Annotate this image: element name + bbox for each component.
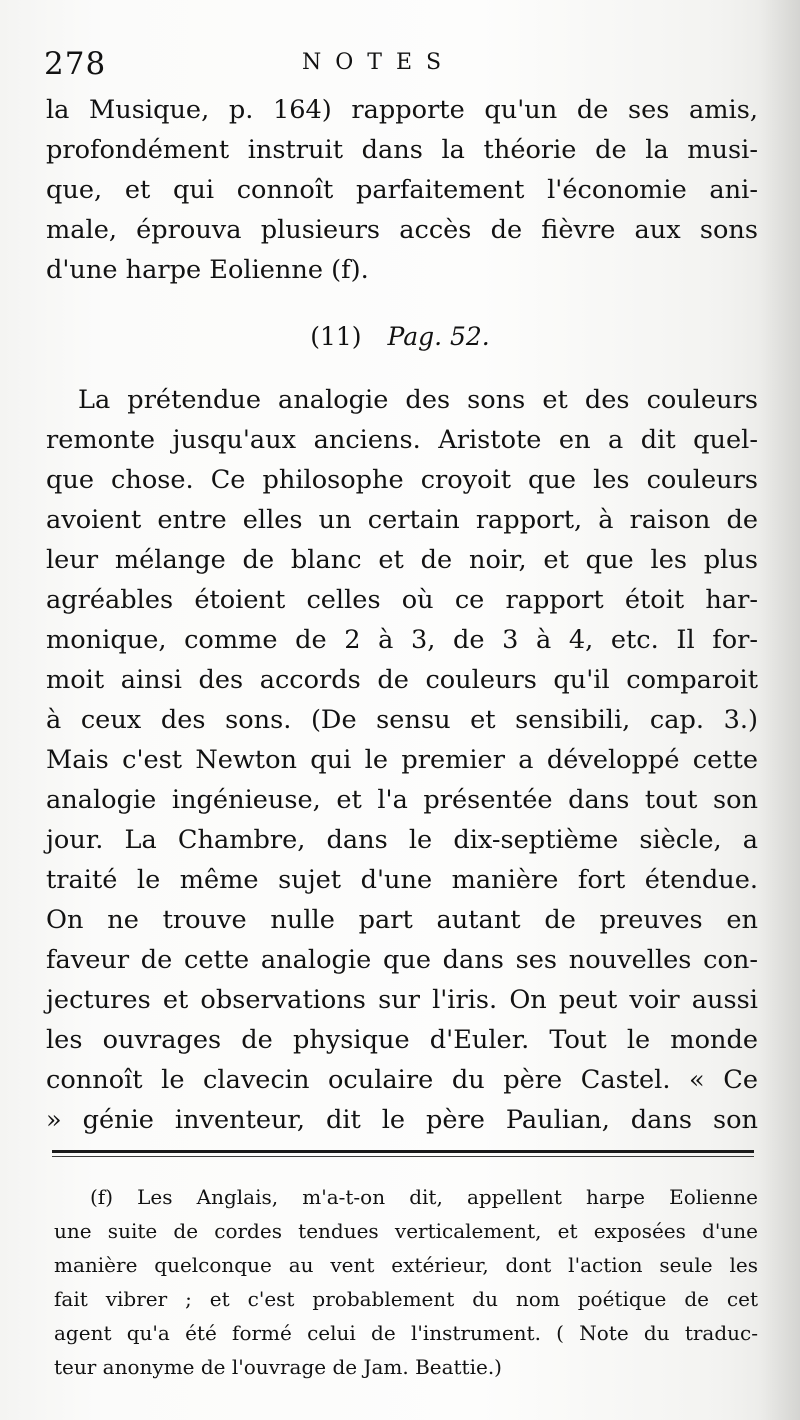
running-head: NOTES (302, 50, 456, 75)
text-line: connoît le clavecin oculaire du père Castel. « Ce (46, 1065, 758, 1095)
text-line: analogie ingénieuse, et l'a présentée dans tout son (46, 785, 758, 815)
text-line: jectures et observations sur l'iris. On peut voir aussi (46, 985, 758, 1015)
footnote-line: fait vibrer ; et c'est probablement du nom poétique de cet (54, 1287, 758, 1311)
note-paragraph (46, 380, 758, 1140)
footnote-line: agent qu'a été formé celui de l'instrument. ( Note du traduc- (54, 1321, 758, 1345)
text-line: les ouvrages de physique d'Euler. Tout le monde (46, 1025, 758, 1055)
text-line: male, éprouva plusieurs accès de fièvre aux sons (46, 215, 758, 245)
text-line: La prétendue analogie des sons et des couleurs (78, 385, 758, 415)
continued-paragraph (46, 90, 758, 290)
text-line: moit ainsi des accords de couleurs qu'il comparoit (46, 665, 758, 695)
footnote (54, 1180, 758, 1384)
text-line: leur mélange de blanc et de noir, et que les plus (46, 545, 758, 575)
page-header (44, 46, 764, 86)
text-line: d'une harpe Eolienne (f). (46, 255, 369, 285)
text-line: que, et qui connoît parfaitement l'économie ani- (46, 175, 758, 205)
page-edge-shadow (760, 0, 800, 1420)
footnote-line: une suite de cordes tendues verticalement, et exposées d'une (54, 1219, 758, 1243)
text-line: Mais c'est Newton qui le premier a développé cette (46, 745, 758, 775)
page-reference: Pag. 52. (387, 322, 490, 351)
text-line: profondément instruit dans la théorie de la musi- (46, 135, 758, 165)
text-line: monique, comme de 2 à 3, de 3 à 4, etc. Il for- (46, 625, 758, 655)
footnote-separator-thin (52, 1156, 754, 1157)
text-line: avoient entre elles un certain rapport, à raison de (46, 505, 758, 535)
footnote-separator (52, 1150, 754, 1153)
footnote-line: manière quelconque au vent extérieur, dont l'action seule les (54, 1253, 758, 1277)
text-line: jour. La Chambre, dans le dix-septième siècle, a (46, 825, 758, 855)
footnote-line: teur anonyme de l'ouvrage de Jam. Beattie.) (54, 1355, 502, 1379)
text-line: à ceux des sons. (De sensu et sensibili, cap. 3.) (46, 705, 758, 735)
footnote-line: (f) Les Anglais, m'a-t-on dit, appellent harpe Eolienne (90, 1185, 758, 1209)
text-line: remonte jusqu'aux anciens. Aristote en a dit quel- (46, 425, 758, 455)
text-line: On ne trouve nulle part autant de preuves en (46, 905, 758, 935)
text-line: que chose. Ce philosophe croyoit que les couleurs (46, 465, 758, 495)
text-line: » génie inventeur, dit le père Paulian, dans son (46, 1105, 758, 1135)
text-line: traité le même sujet d'une manière fort étendue. (46, 865, 758, 895)
text-line: la Musique, p. 164) rapporte qu'un de ses amis, (46, 95, 758, 125)
page-number: 278 (44, 46, 107, 82)
note-number: (11) (310, 322, 362, 351)
note-heading (0, 322, 800, 351)
text-line: faveur de cette analogie que dans ses nouvelles con- (46, 945, 758, 975)
text-line: agréables étoient celles où ce rapport étoit har- (46, 585, 758, 615)
